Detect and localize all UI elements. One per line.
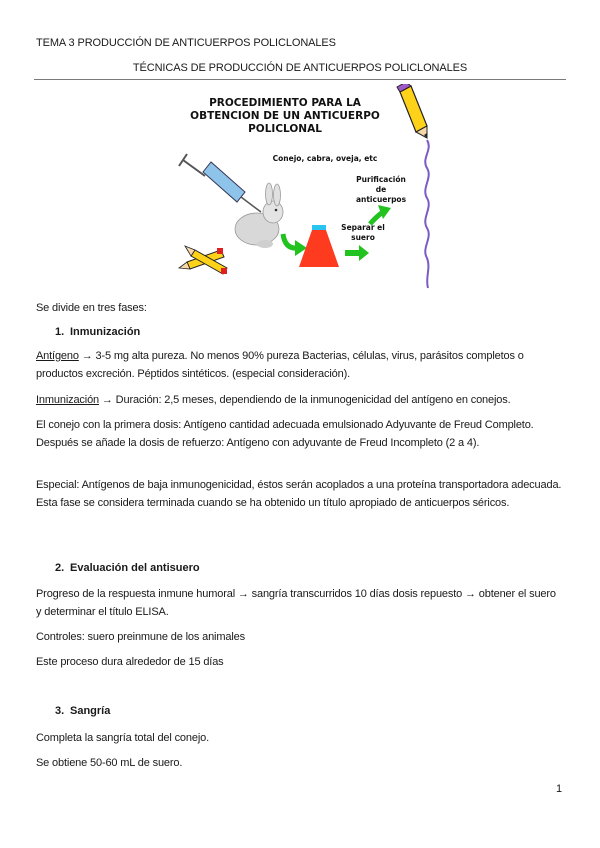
section-heading-inmunizacion: [55, 326, 140, 338]
term-inmunizacion: Inmunización: [36, 394, 100, 406]
figure-title-line3: POLICLONAL: [248, 123, 322, 135]
paragraph-antigeno: [36, 348, 564, 383]
section-heading-sangria: [55, 705, 110, 717]
pencil-icon: [397, 84, 427, 138]
paragraph-duracion: Este proceso dura alrededor de 15 días: [36, 656, 224, 668]
paragraph-sangria-total: Completa la sangría total del conejo.: [36, 732, 210, 744]
figure-title-line1: PROCEDIMIENTO PARA LA: [209, 97, 361, 109]
purification-label-line3: anticuerpos: [355, 195, 407, 204]
separate-label-line1: Separar el: [341, 223, 385, 232]
paragraph-primera-dosis: El conejo con la primera dosis: Antígeno cantidad adecuada emulsionado Adyuvante de Freud Completo. Después se añade la dosis de refuerzo: Antígeno con adyuvante de Freud Incompleto (2 a 4).: [36, 419, 534, 449]
paragraph-inmunizacion: [36, 392, 564, 410]
paragraph-text: → 3-5 mg alta pureza. No menos 90% pureza Bacterias, células, virus, parásitos completos o productos excreción. Péptidos sintéticos. (especial consideración).: [36, 350, 524, 380]
document-title: TEMA 3 PRODUCCIÓN DE ANTICUERPOS POLICLONALES: [36, 37, 336, 49]
figure-animals-label: Conejo, cabra, oveja, etc: [272, 154, 378, 163]
section-title: Inmunización: [70, 326, 141, 338]
syringe-icon: [179, 154, 261, 212]
forward-arrow-icon: [345, 245, 369, 261]
header-divider: [34, 79, 566, 80]
section-heading-evaluacion: [55, 562, 200, 574]
figure-title-line2: OBTENCION DE UN ANTICUERPO: [190, 110, 380, 122]
wavy-line: [425, 140, 428, 288]
section-number: 3.: [55, 705, 65, 717]
section-title: Evaluación del antisuero: [70, 562, 200, 574]
paragraph-controles: Controles: suero preinmune de los animales: [36, 631, 245, 643]
separate-label-line2: suero: [351, 233, 375, 242]
section-number: 1.: [55, 326, 65, 338]
section-title: Sangría: [70, 705, 111, 717]
purification-label-line1: Purificación: [356, 175, 406, 184]
intro-text: Se divide en tres fases:: [36, 302, 147, 314]
paragraph-suero: Se obtiene 50-60 mL de suero.: [36, 757, 183, 769]
pencils-icon: [179, 246, 227, 274]
purification-label-line2: de: [375, 185, 387, 194]
procedure-illustration: [165, 84, 455, 290]
term-antigeno: Antígeno: [36, 350, 79, 362]
page-number: 1: [556, 783, 563, 795]
up-arrow-icon: [370, 205, 391, 224]
paragraph-especial: Especial: Antígenos de baja inmunogenicidad, éstos serán acoplados a una proteína transportadora adecuada. Esta fase se considera terminada cuando se ha obtenido un título apropiado de anticuerpos séricos.: [36, 479, 562, 509]
paragraph-progreso: Progreso de la respuesta inmune humoral → sangría transcurridos 10 días dosis repuesto → obtener el suero y determinar el título ELISA.: [36, 588, 556, 618]
paragraph-text: → Duración: 2,5 meses, dependiendo de la inmunogenicidad del antígeno en conejos.: [99, 394, 511, 406]
right-arrow-icon: [283, 234, 307, 256]
document-subtitle: TÉCNICAS DE PRODUCCIÓN DE ANTICUERPOS POLICLONALES: [132, 62, 468, 74]
section-number: 2.: [55, 562, 65, 574]
flask-icon: [299, 225, 339, 267]
